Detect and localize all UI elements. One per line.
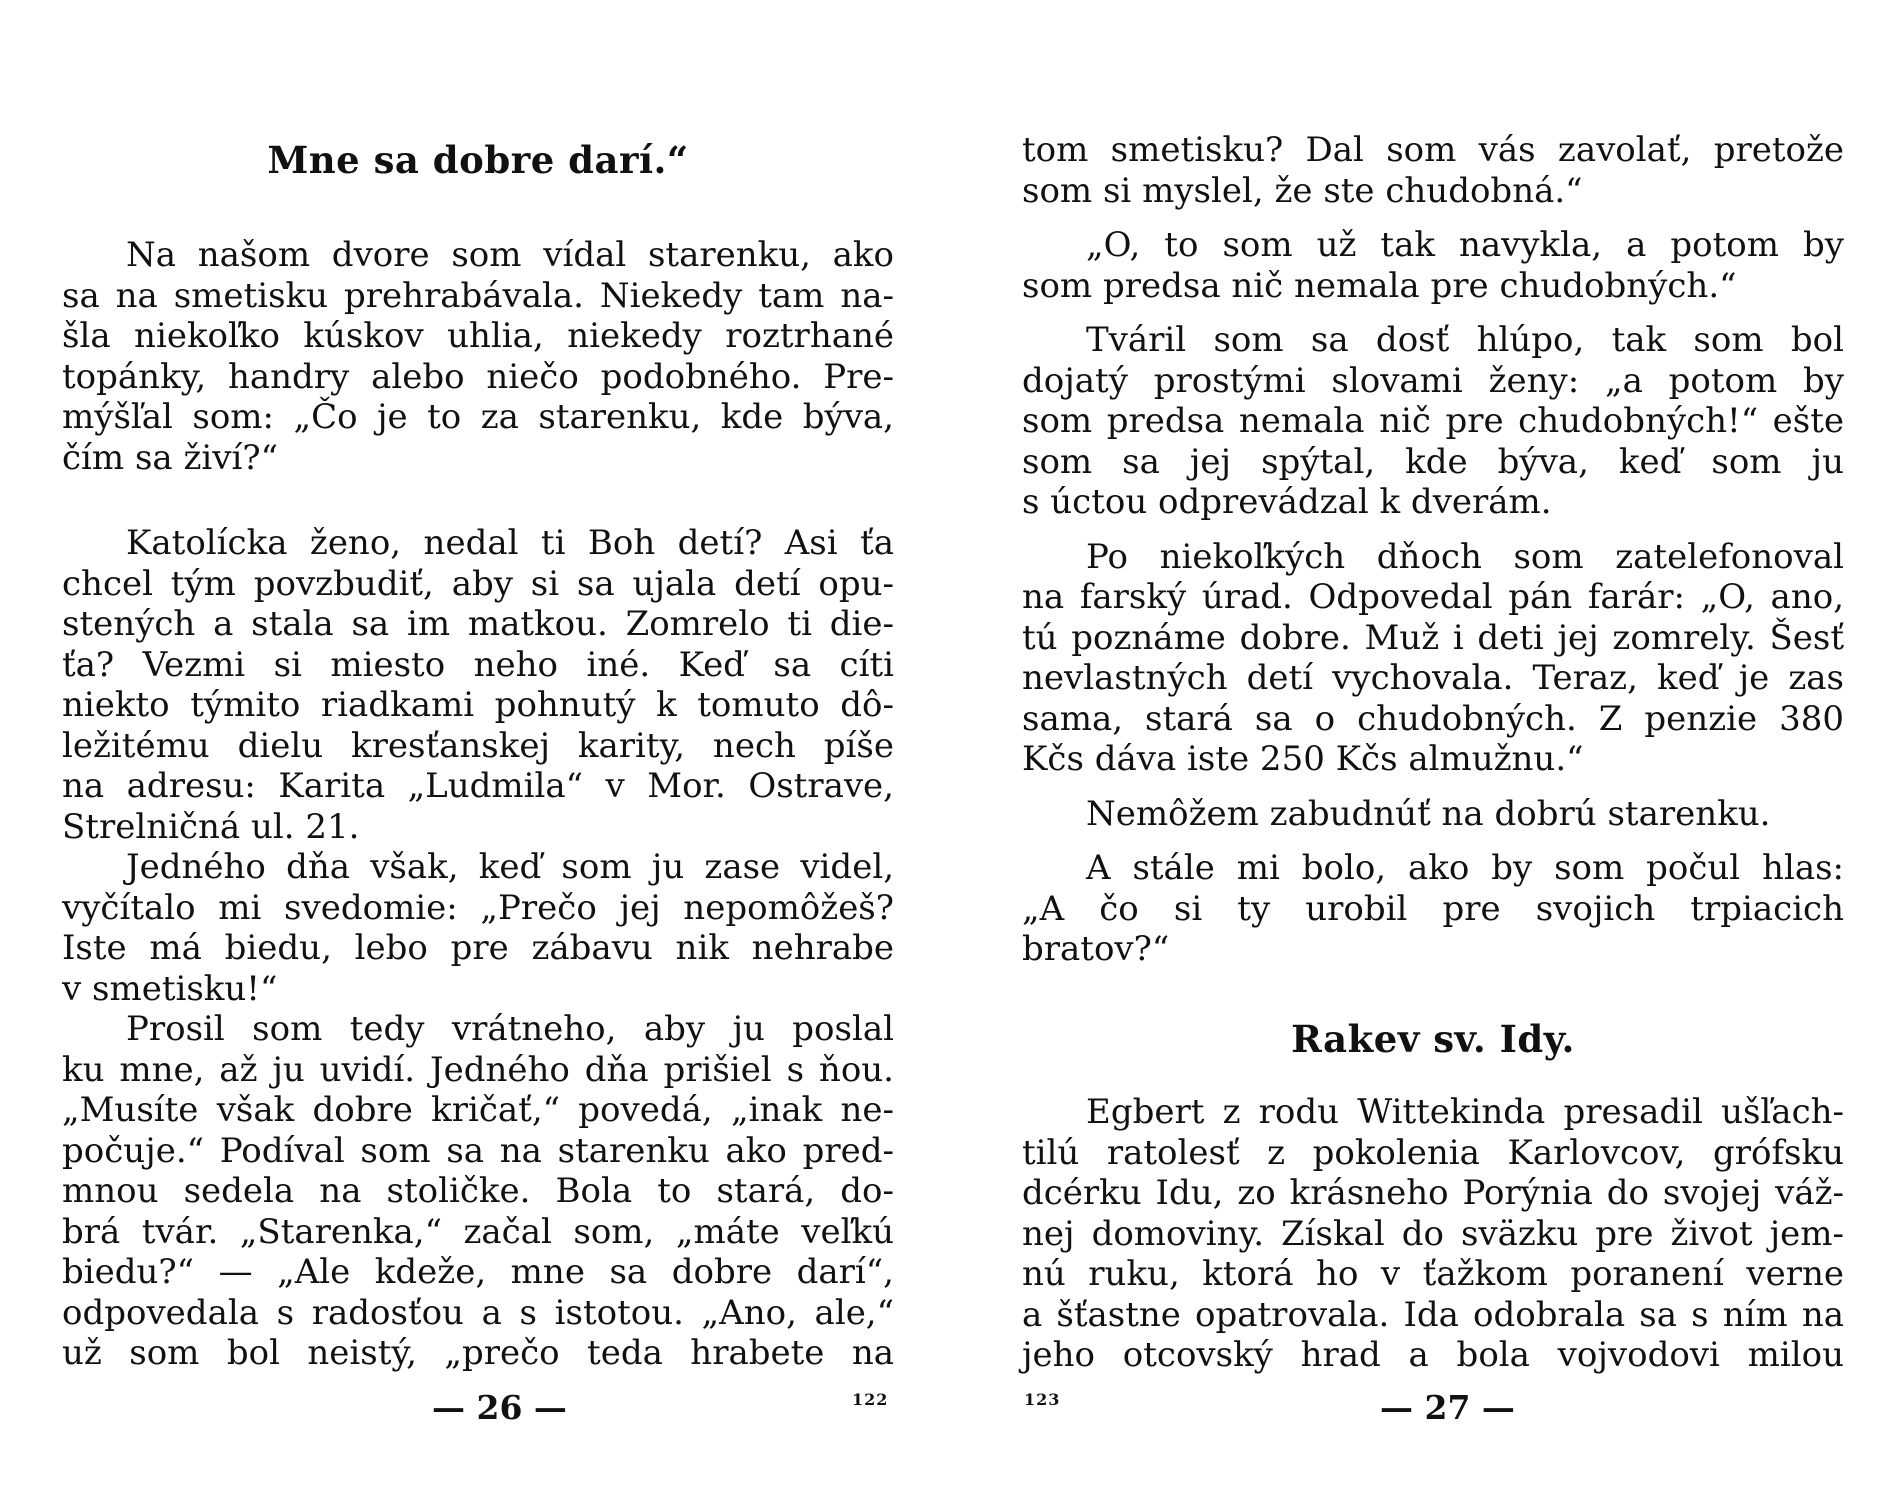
text-line: niekto týmito riadkami pohnutý k tomuto dô- bbox=[62, 685, 894, 725]
text-line: ku mne, až ju uvidí. Jedného dňa prišiel s ňou. bbox=[62, 1049, 894, 1090]
text-line: mýšľal som: „Čo je to za starenku, kde býva, bbox=[62, 397, 894, 437]
text-line: tilú ratolesť z pokolenia Karlovcov, grófsku bbox=[1022, 1132, 1844, 1173]
text-line: A stále mi bolo, ako by som počul hlas: bbox=[1086, 848, 1844, 888]
right-paragraph-bottom bbox=[1022, 1092, 1844, 1376]
right-page-number: — 27 — bbox=[1380, 1388, 1515, 1427]
text-line: stených a stala sa im matkou. Zomrelo ti die- bbox=[62, 604, 894, 644]
text-line: sama, stará sa o chudobných. Z penzie 380 bbox=[1022, 698, 1844, 739]
text-line: „Musíte však dobre kričať,“ povedá, „inak ne- bbox=[62, 1090, 894, 1130]
text-line: Po niekoľkých dňoch som zatelefonoval bbox=[1086, 536, 1844, 577]
left-paragraph-1 bbox=[62, 235, 894, 478]
text-line: dojatý prostými slovami ženy: „a potom by bbox=[1022, 360, 1844, 401]
text-line: Katolícka ženo, nedal ti Boh detí? Asi ťa bbox=[126, 523, 894, 563]
text-line: Prosil som tedy vrátneho, aby ju poslal bbox=[126, 1009, 894, 1049]
text-line: brá tvár. „Starenka,“ začal som, „máte veľkú bbox=[62, 1211, 894, 1252]
text-line: ležitému dielu kresťanskej karity, nech píše bbox=[62, 725, 894, 766]
text-line: dcérku Idu, zo krásneho Porýnia do svojej váž- bbox=[1022, 1173, 1844, 1213]
text-line: Strelničná ul. 21. bbox=[62, 806, 360, 847]
text-line: Kčs dáva iste 250 Kčs almužnu.“ bbox=[1022, 739, 1584, 779]
text-line: ťa? Vezmi si miesto neho iné. Keď sa cíti bbox=[62, 644, 894, 685]
text-line: som predsa nemala nič pre chudobných!“ ešte bbox=[1022, 401, 1844, 441]
text-line: tom smetisku? Dal som vás zavolať, pretože bbox=[1022, 130, 1844, 170]
text-line: tú poznáme dobre. Muž i deti jej zomrely. Šesť bbox=[1022, 617, 1844, 658]
right-page bbox=[1022, 0, 1844, 1500]
text-line: nej domoviny. Získal do sväzku pre život jem- bbox=[1022, 1213, 1844, 1254]
text-line: mnou sedela na stoličke. Bola to stará, do- bbox=[62, 1171, 894, 1211]
text-line: Nemôžem zabudnúť na dobrú starenku. bbox=[1086, 793, 1771, 834]
text-line: nevlastných detí vychovala. Teraz, keď je zas bbox=[1022, 658, 1844, 698]
text-line: biedu?“ — „Ale kdeže, mne sa dobre darí“, bbox=[62, 1252, 894, 1292]
text-line: som predsa nič nemala pre chudobných.“ bbox=[1022, 265, 1737, 306]
text-line: na farský úrad. Odpovedal pán farár: „O, ano, bbox=[1022, 577, 1844, 617]
text-line: Iste má biedu, lebo pre zábavu nik nehrabe bbox=[62, 928, 894, 968]
text-line: bratov?“ bbox=[1022, 929, 1170, 969]
right-sheet-number: 123 bbox=[1024, 1390, 1061, 1409]
right-page-heading: Rakev sv. Idy. bbox=[1291, 1017, 1575, 1061]
text-line: „O, to som už tak navykla, a potom by bbox=[1086, 225, 1844, 265]
text-line: Jedného dňa však, keď som ju zase videl, bbox=[126, 847, 894, 887]
text-line: Egbert z rodu Wittekinda presadil ušľach- bbox=[1086, 1092, 1844, 1132]
text-line: už som bol neistý, „prečo teda hrabete na bbox=[62, 1333, 894, 1373]
text-line: nú ruku, ktorá ho v ťažkom poranení verne bbox=[1022, 1254, 1844, 1294]
text-line: Na našom dvore som vídal starenku, ako bbox=[126, 235, 894, 275]
text-line: som si myslel, že ste chudobná.“ bbox=[1022, 170, 1583, 211]
text-line: šla niekoľko kúskov uhlia, niekedy roztrhané bbox=[62, 316, 894, 356]
text-line: sa na smetisku prehrabávala. Niekedy tam na- bbox=[62, 275, 894, 316]
text-line: v smetisku!“ bbox=[62, 968, 278, 1009]
text-line: na adresu: Karita „Ludmila“ v Mor. Ostrave, bbox=[62, 766, 894, 806]
text-line: Tváril som sa dosť hlúpo, tak som bol bbox=[1086, 320, 1844, 360]
left-page-number: — 26 — bbox=[432, 1388, 567, 1427]
text-line: som sa jej spýtal, kde býva, keď som ju bbox=[1022, 441, 1844, 482]
left-page-heading: Mne sa dobre darí.“ bbox=[267, 138, 689, 182]
text-line: „A čo si ty urobil pre svojich trpiacich bbox=[1022, 888, 1844, 929]
text-line: chcel tým povzbudiť, aby si sa ujala detí opu- bbox=[62, 563, 894, 604]
left-page bbox=[62, 0, 894, 1500]
left-paragraph-2 bbox=[62, 523, 894, 1374]
text-line: jeho otcovský hrad a bola vojvodovi milou bbox=[1022, 1335, 1844, 1375]
text-line: s úctou odprevádzal k dverám. bbox=[1022, 482, 1552, 522]
text-line: a šťastne opatrovala. Ida odobrala sa s ním na bbox=[1022, 1294, 1844, 1335]
text-line: topánky, handry alebo niečo podobného. Pre- bbox=[62, 356, 894, 397]
text-line: odpovedala s radosťou a s istotou. „Ano, ale,“ bbox=[62, 1292, 894, 1333]
left-sheet-number: 122 bbox=[852, 1390, 889, 1409]
text-line: čím sa živí?“ bbox=[62, 437, 278, 478]
text-line: vyčítalo mi svedomie: „Prečo jej nepomôžeš? bbox=[62, 887, 894, 928]
right-paragraphs-top bbox=[1022, 130, 1844, 970]
text-line: počuje.“ Podíval som sa na starenku ako pred- bbox=[62, 1130, 894, 1171]
